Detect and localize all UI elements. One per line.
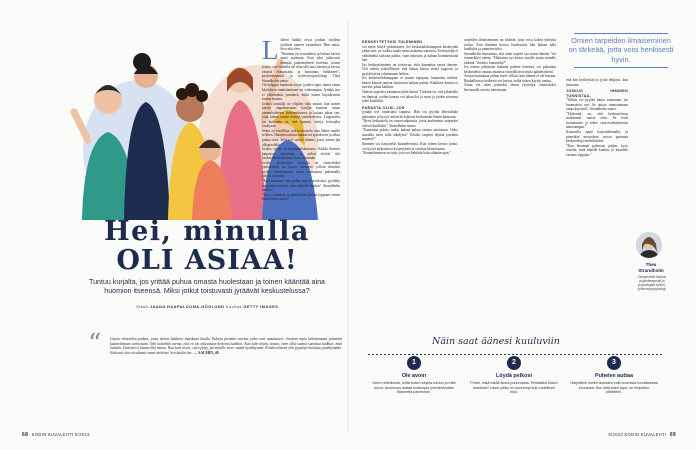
subheading: JOSKUS IHMINEN TUNNISTAA, xyxy=(566,89,628,98)
tip-number: 2 xyxy=(507,356,521,370)
paragraph: Asiasta kannattaa puhua myös silloin, kun tilanne ei ole kuuma. Rauhallisessa hetkessä voi kertoa, miltä toisen käytös tuntuu. xyxy=(464,74,556,83)
expert-first-name: Thea xyxy=(645,262,657,267)
paragraph: jyrääjä itse tunnistaisi tapansa. Hän voi pyytää läheisiltään palautetta ja kysyä, miten he kokevat keskustelut hänen kanssaan. xyxy=(362,110,458,119)
tips-connector-line xyxy=(368,354,662,355)
tip-number: 1 xyxy=(407,356,421,370)
article-column-4 xyxy=(566,78,628,330)
reader-quote xyxy=(88,329,342,403)
tip-text: Kerro rehellisesti, miltä toisen käytös tuntuu ja mitä toivot. Avoimuus auttaa molempia ymmärtämään tilannetta paremmin. xyxy=(372,381,456,395)
lead-paragraph: Tuntuu kurjalta, jos yrittää puhua omasta huolestaan ja toinen kääntää aina huomion itseensä. Miksi jotkut toistuvasti jyräävät keskustelussa? xyxy=(89,278,325,296)
paragraph: Joskus syynä on huomionhakuisuus. Kaikki ihmiset kaipaavat huomiota, ja jotkut etsivät sitä keskustelutilanteissa toisia enemmän. xyxy=(262,147,340,161)
page-number: 69 xyxy=(669,432,676,438)
author-name: JAANA HAAPALUOMA-HÖGLUND xyxy=(149,304,225,309)
paragraph: että hän keskeyttää ja jyrää helposti, kun innostuu. xyxy=(566,78,628,87)
expert-name xyxy=(630,262,672,273)
paragraph: Jos toinen jatkuvasti kääntää puheen itseensä, voi palauttaa keskustelun omaan asiaansa ystävällisesti mutta päättäväisesti. xyxy=(464,65,556,74)
tip-number: 3 xyxy=(607,356,621,370)
tip-text: Pohdi, mikä estää sinua puhumasta. Pelkäätkö toisen reaktiota? Usein pelko on suurempi kuin todellinen riski. xyxy=(470,381,558,395)
subheading: PARASTA OLISI, JOS xyxy=(362,105,405,110)
paragraph: Sekin on tavallista, että keskustelu vain lähtee omille teilleen. Ihminen tarttuu sanaan tai ajatukseen ja alkaa puhua siitä. Siitä voi syntyä tilanne, jossa toinen jää ulkopuolelle. xyxy=(262,128,340,147)
byline xyxy=(76,304,338,309)
article-column-3 xyxy=(464,38,556,330)
text-credit-label: Teksti xyxy=(135,304,149,309)
publication-name: KODIN KUVALEHTI xyxy=(31,432,74,437)
paragraph: Ihminen voi harjoitella kuuntelemista. Kun toinen kertoo jotain, voi kysyä tarkentavia kysymyksiä ja osoittaa kiinnostusta. xyxy=(362,142,458,151)
article-column-2 xyxy=(362,38,458,330)
paragraph: "Kun huomaat puhuvasi paljon, kysy toiselta, mitä hänelle kuuluu, ja kuuntele vastaus loppuun." xyxy=(566,143,628,157)
headline xyxy=(72,218,342,274)
tip-item xyxy=(364,356,464,395)
folio-right xyxy=(608,432,676,438)
paragraph: Kuunnella oppii harjoittelemalla, ja pienetkin muutokset voivat parantaa keskusteluja merkittävästi. xyxy=(566,130,628,144)
tip-title: Puhelee auttaa xyxy=(594,373,634,379)
tip-title: Ole avoin xyxy=(401,373,427,379)
paragraph: "Kysy, kuuntele ja anna toisen puhua loppuun ennen kuin kerrot omasi." xyxy=(262,192,340,202)
folio-left xyxy=(22,432,90,438)
tip-title: Löydä pelkosi xyxy=(496,373,532,379)
paragraph: "Silloin voi pyytää muita sanomaan, jos huomaavat sen. Se auttaa tunnistamaan omaa käytöstä", Strandholm sanoo. xyxy=(566,98,628,112)
issue-number: 9/2023 xyxy=(75,432,90,437)
paragraph: "Ihminen on sosiaalinen ja haluaa kertoa omia asioitaan. Kun joku jatkuvasti kääntää puheenaiheen itseensä, toinen kokee, ettei hänellä ole tilaa olla oma itsensä ja kertoa omasta elämästään, ja luottamus heikkenee", psykoterapeutti ja työterveyspsykologi Thea Strandholm sanoo. xyxy=(262,51,340,83)
quote-text xyxy=(110,337,342,356)
quote-mark-icon: “ xyxy=(88,329,102,359)
tip-item xyxy=(564,356,664,395)
paragraph: tarpeiden ilmaiseminen on tärkeää, jotta voisi kokea yhteyttä toisiin. Kun ihminen kertoo huolestaan, hän haluaa tulla kuulluksi ja ymmärretyksi. xyxy=(464,38,556,52)
tip-item xyxy=(464,356,564,395)
headline-line-1: Hei, minulla xyxy=(104,216,310,247)
drop-cap: L xyxy=(262,38,279,65)
paragraph: "Kuunteleminen on taito, jota voi kehittää koko elämän ajan." xyxy=(362,151,451,156)
tips-list xyxy=(364,356,664,416)
publication-name: KODIN KUVALEHTI xyxy=(624,432,667,437)
paragraph: Joskus jyräämisen taustalla on esimerkiksi epävarmuus tai huono itsetunto, jolloin ihminen pyrkii vahvistamaan omaa asemaansa puhumalla paljon itsestään. xyxy=(262,160,340,179)
headline-line-2: OLI ASIAA! xyxy=(116,245,298,276)
page-number: 68 xyxy=(22,432,29,438)
issue-number: 9/2023 xyxy=(608,432,623,437)
paragraph: Joskus taustalla on vilpitön halu auttaa: kun toinen kertoo ongelmastaan, kuulija muistaa oman samankaltaisen kokemuksensa ja haluaa jakaa sen, jotta toinen tuntisi itsensä ymmärretyksi. Lopputulos on kuitenkin se, että huomio siirtyy kertojalta kuulijaan. xyxy=(262,101,340,129)
quote-signature: — SALMIN, 46 xyxy=(193,351,219,356)
paragraph: On helppoa huomata toisen jyräävä tapa, mutta oman käytöksen tunnistaminen on vaikeampaa. Jyrääjä itse ei välttämättä ymmärrä, miltä hänen käytöksensä tuntuu muista. xyxy=(262,83,340,102)
subheading: KESKEYTETYKSI TULEMINEN xyxy=(362,40,423,44)
expert-bio: Tampereella toimiva psykoterapeutti ja psykologian tohtori, työterveyspsykologi. xyxy=(637,275,667,291)
illustration-credit: GETTY IMAGES xyxy=(243,304,279,309)
paragraph: Strandholm muistuttaa, että omat tarpeet saa sanoa ääneen. Voi esimerkiksi todeta: "Haluaisin nyt kertoa sinulle jotain minulle tärkeää. Voisitko kuunnella?" xyxy=(464,51,556,65)
paragraph: Jos keskeyttäminen on toistuvaa, siitä kannattaa sanoa ääneen. Voit todeta ystävällisesti, että haluat kertoa asiasi loppuun, ja pyytää toista odottamaan hetken. xyxy=(362,62,458,76)
paragraph: "Hyvä keskustelu on vuorovaikutusta, jossa molemmat osapuolet tulevat kuulluksi", Strandholm sanoo. xyxy=(362,119,458,128)
paragraph: Omista tarpeista kannattaa pitää kiinni. Tärkeää on, että jokaisella on ihmisiä, joiden kanssa voi jakaa ilot ja surut ja joiden seurassa tulee kuulluksi. xyxy=(362,90,458,104)
paragraph: "Kun huomaat, että puhut omista asioistasi, pysähdy kysymään toiselta, mitä hänelle kuuluu", Strandholm neuvoo. xyxy=(262,178,340,193)
paragraph: voi myös liittyä jyräämiseen. Jos keskustelukumppani keskeyttää jatkuvasti, on vaikea saada omaa asiaansa sanottua. Keskeyttäjä ei välttämättä tarkoita pahaa, vaan innostuu ja haluaa kommentoida heti. xyxy=(362,44,458,63)
paragraph: "Kannattaa pohtia, miksi haluaa puhua omista asioistaan. Onko taustalla tarve tulla nähdyksi? Voisiko tarpeen täyttää jotenkin muuten?" xyxy=(362,128,458,142)
expert-portrait xyxy=(636,232,662,258)
paragraph: iikeni kaikki oivat jonkun itselleni jyräävät nuoren vastaukset. Hän sanoi: kiva että olen. xyxy=(280,38,340,52)
paragraph: Asian voi ottaa puheeksi ilman syyttelyä, esimerkiksi kertomalla omista tunteistaan. xyxy=(464,83,556,93)
paragraph: Jos keskustelukumppani ei muuta tapojaan, kannattaa miettiä, kenen kanssa omista asioistaan haluaa puhua. Kaikkien kanssa ei tarvitse jakaa kaikkea. xyxy=(362,76,458,90)
page-gutter xyxy=(347,22,349,432)
tip-text: Harjoittele omien asioiden esiin tuomista turvallisessa seurassa. Kun siitä tulee tapa, se helpottuu vähitellen. xyxy=(570,381,658,395)
tips-heading: Näin saat äänesi kuuluviin xyxy=(432,336,560,347)
pull-quote: Omien tarpeiden ilmaiseminen on tärkeää, jotta voisi henkisesti hyvin. xyxy=(566,36,676,64)
expert-last-name: Strandholm xyxy=(638,267,664,273)
illustration-credit-label: Kuvitus xyxy=(225,304,242,309)
paragraph: "Tärkeintä on, että keskustelussa molemmat saavat tilaa. Se lisää luottamusta ja tekee vuorovaikutuksesta antoisampaa." xyxy=(566,111,628,130)
quote-body: Löysin viimeinkin paikan, jossa tärisin lääkärin muiskaan kuulla. Puhuin pientäni vaiettu, jotka ovat muuttuneet. Jouduin myös kehottamaan ystäviäni kuuntelemaan tarinoitani. Olin kuitenkin varma, että en ole oikeastaan kertonut kaikkea. Kun tulin kotiin, tunsin, etten ollut saanut sanottua kaikkea, mitä halusin. Ystäväni ei kuunnellut minua. Kun koin itseni, etten pysty, jäi minulle tarve saada hyväksyntää. Konkreettisesti olin pyytänyt kuulijaa pysähtymään. Siitä asti olen oivaltanut oman tärkeäni. Sen kuulin itse. xyxy=(110,337,342,356)
article-column-1 xyxy=(262,38,340,216)
